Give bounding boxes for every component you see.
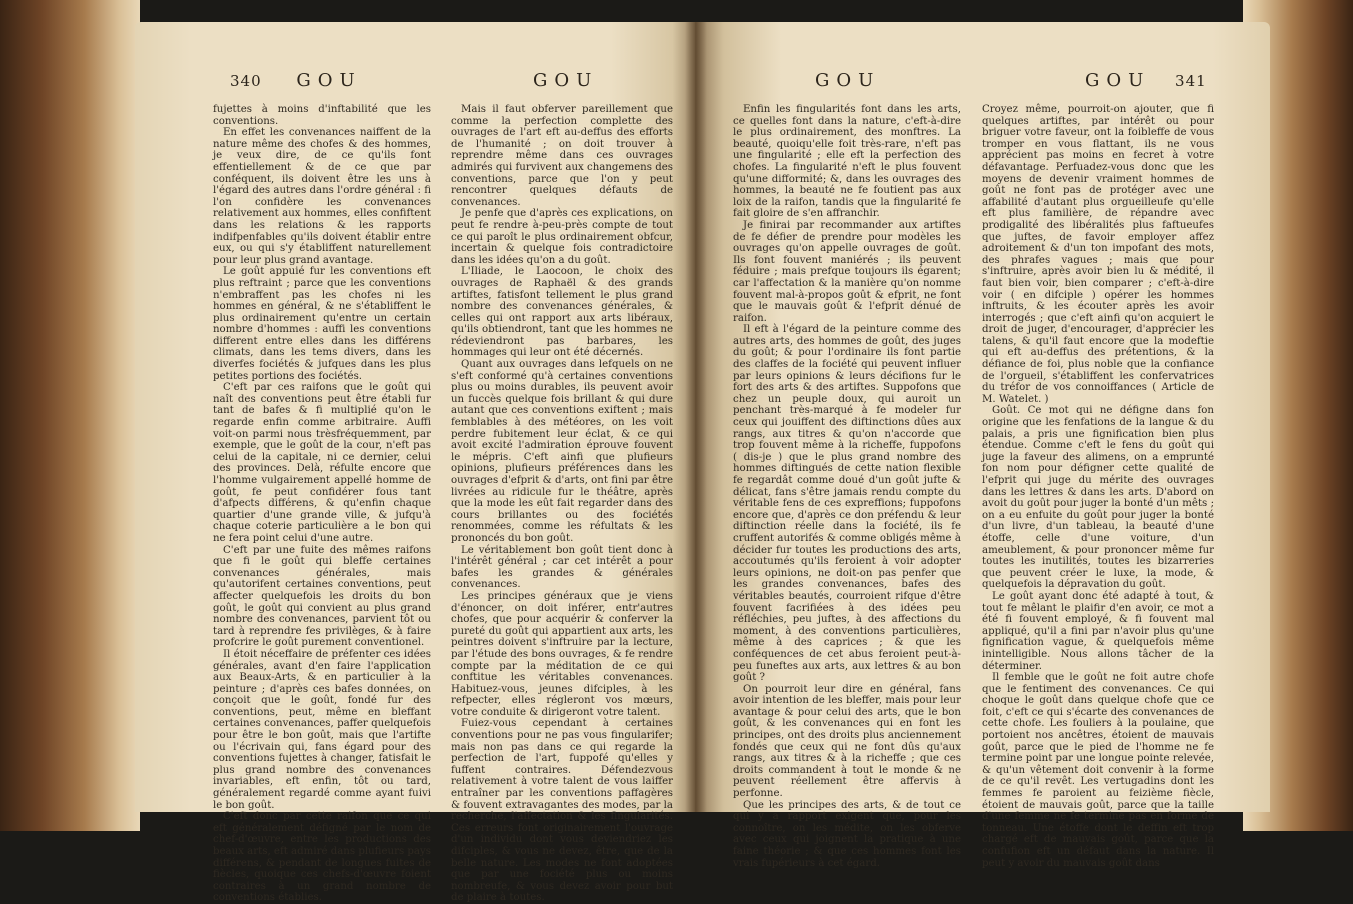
paragraph: Croyez même, pourroit-on ajouter, que fi quelques artiftes, par intérêt ou pour briguer votre faveur, ont la foibleffe de vous tromper en vous flattant, ils ne vous apprécient pas moins en fecret à votre défavantage. Perfuadez-vous donc que les moyens de devenir vraiment hommes de goût ne font pas de protéger avec une affabilité d'autant plus orgueilleufe qu'elle eft plus familière, de répandre avec prodigalité des libéralités plus faftueufes que juftes, de favoir employer affez adroitement & d'un ton impofant des mots, des phrafes vagues ; mais que pour s'inftruire, après avoir bien lu & médité, il faut bien voir, bien comparer ; c'eft-à-dire voir ( en difciple ) opérer les hommes inftruits, & les écouter après les avoir interrogés ; que c'eft ainfi qu'on acquiert le droit de juger, d'encourager, d'apprécier les talens, & qu'il faut encore que la modeftie qui eft au-deffus des prétentions, & la défiance de foi, plus noble que la confiance de l'orgueil, s'établiffent les confervatrices du tréfor de vos connoiffances ( Article de M. Watelet. ) <box>982 104 1214 405</box>
paragraph: Il eft à l'égard de la peinture comme des autres arts, des hommes de goût, des juges du goût; & pour l'ordinaire ils font partie des claffes de la fociété qui peuvent influer par leurs opinions & leurs décifions fur le fort des arts & des artiftes. Suppofons que chez un peuple doux, qui auroit un penchant très-marqué à fe modeler fur ceux qui jouiffent des diftinctions dûes aux rangs, aux titres & qu'on n'accorde que trop fouvent même à la richeffe, fuppofons ( dis-je ) que le plus grand nombre des hommes diftingués de cette nation flexible fe regardât comme doué d'un goût jufte & délicat, fans s'être jamais rendu compte du véritable fens de ces expreffions; fuppofons encore que, d'après ce don préfendu & leur diftinction réelle dans la fociété, ils fe cruffent autorifés & comme obligés même à décider fur toutes les productions des arts, accoutumés qu'ils feroient à voir adopter leurs opinions, ne doit-on pas penfer que les grandes convenances, bafes des véritables beautés, courroient rifque d'être fouvent facrifiées à des idées peu réfléchies, peu juftes, à des affections du moment, à des conventions particulières, même à des caprices ; & que les conféquences de cet abus feroient peut-à-peu funeftes aux arts, aux lettres & au bon goût ? <box>733 324 961 684</box>
page-number: 340 <box>230 72 262 90</box>
paragraph: Il femble que le goût ne foit autre chofe que le fentiment des convenances. Ce qui choque le goût dans quelque chofe que ce foit, c'eft ce qui s'écarte des convenances de cette chofe. Les fouliers à la poulaine, que portoient nos ancêtres, étoient de mauvais goût, parce que le pied de l'homme ne fe termine point par une longue pointe relevée, & qu'un vêtement doit convenir à la forme de ce qu'il revêt. Les vertugadins dont les femmes fe paroient au feizième fiècle, étoient de mauvais goût, parce que la taille d'une femme ne fe termine pas en forme de tonneau. Une étoffe dont le deffin eft trop chargé eft de mauvais goût, parce que la confufion eft un défaut dans la nature. Il peut y avoir du mauvais goût dans <box>982 672 1215 869</box>
text-column <box>213 104 431 904</box>
left-page-header-right <box>533 70 598 96</box>
paragraph: C'eft donc par cette raifon que ce qui eft généralement défigné par le nom de chef-d'œuvre, entre les productions des beaux arts, eft admiré dans plufieurs pays différens, & pendant de longues fuites de fiècles, quoique ces chefs-d'œuvre foient contraires à un grand nombre de conventions établies. <box>213 811 431 904</box>
paragraph: Le véritablement bon goût tient donc à l'intérêt général ; car cet intérêt a pour bafes les grandes & générales convenances. <box>451 544 673 591</box>
running-headword: GOU <box>815 70 881 91</box>
paragraph: Le goût appuié fur les conventions eft plus reftraint ; parce que les conventions n'embraffent pas les chofes ni les hommes en général, & ne s'établiffent le plus ordinairement qu'entre un certain nombre d'hommes : auffi les conventions different entre elles dans les différens climats, dans les tems divers, dans les diverfes fociétés & jufques dans les plus petites portions des fociétés. <box>213 266 431 382</box>
running-headword: GOU <box>296 70 362 91</box>
page-number: 341 <box>1175 72 1207 90</box>
paragraph: Mais il faut obferver pareillement que comme la perfection complette des ouvrages de l'art eft au-deffus des efforts de l'humanité ; on doit trouver à reprendre même dans ces ouvrages admirés qui furvivent aux changemens des conventions, parce que l'on y peut rencontrer quelques défauts de convenances. <box>451 104 673 208</box>
running-headword: GOU <box>1085 70 1151 91</box>
text-column <box>451 104 673 904</box>
paragraph: En effet les convenances naiffent de la nature même des chofes & des hommes, je veux dire, de ce qu'ils font effentiellement & de ce que par conféquent, ils doivent être les uns à l'égard des autres dans l'ordre général : fi l'on confidère les convenances relativement aux hommes, elles confiftent dans les relations & les rapports indifpenfables qu'ils doivent établir entre eux, ou qui s'y établiffent naturellement pour leur plus grand avantage. <box>213 127 431 266</box>
paragraph: Fuiez-vous cependant à certaines conventions pour ne pas vous fingularifer; mais non pas dans ce qui regarde la perfection de l'art, fuppofé qu'elles y fuffent contraires. Défendezvous relativement à votre talent de vous laiffer entraîner par les conventions paffagères & fouvent extravagantes des modes, par la recherche, l'affectation & les fingularités. Ces erreurs font originairement l'ouvrage d'un individu dont vous deviendriez les difciples, & vous ne devez, être, que de la belle nature. Les modes ne font adoptées que par une fociété plus ou moins nombreufe, & vous devez avoir pour but de plaire à toutes. <box>451 718 673 904</box>
paragraph: L'Iliade, le Laocoon, le choix des ouvrages de Raphaël & des grands artiftes, fatisfont tellement le plus grand nombre des convenances générales, & celles qui ont rapport aux arts libéraux, qu'ils obtiendront, tant que les hommes ne rédeviendront pas barbares, les hommages qui leur ont été décernés. <box>451 266 673 359</box>
paragraph: Goût. Ce mot qui ne défigne dans fon origine que les fenfations de la langue & du palais, a pris une fignification bien plus étendue. Comme c'eft le fens du goût qui juge la faveur des alimens, on a emprunté fon nom pour défigner cette qualité de l'efprit qui juge du mérite des ouvrages dans les lettres & dans les arts. D'abord on avoit du goût pour juger la bonté d'un mêts ; on a eu enfuite du goût pour juger la bonté d'un livre, d'un tableau, la beauté d'une étoffe, celle d'une voiture, d'un ameublement, & pour prononcer même fur toutes les inutilités, toutes les bizarreries que peuvent créer le luxe, la mode, & quelquefois la dépravation du goût. <box>982 405 1214 591</box>
right-page-header-left <box>815 70 880 96</box>
paragraph: fujettes à moins d'inftabilité que les conventions. <box>213 104 431 127</box>
right-page-header-right <box>1085 70 1207 96</box>
paragraph: Je penfe que d'après ces explications, on peut fe rendre à-peu-près compte de tout ce qui paroît le plus ordinairement obfcur, incertain & quelque fois contradictoire dans les idées qu'on a du goût. <box>451 208 673 266</box>
paragraph: C'eft par une fuite des mêmes raifons que fi le goût qui bleffe certaines convenances générales, mais qu'autorifent certaines conventions, peut affecter quelquefois les droits du bon goût, le goût qui convient au plus grand nombre des convenances, parvient tôt ou tard à reprendre fes privilèges, & à faire profcrire le goût purement conventionel. <box>213 544 431 649</box>
text-column <box>982 104 1215 869</box>
left-page-block-edge <box>0 0 140 831</box>
paragraph: On pourroit leur dire en général, fans avoir intention de les bleffer, mais pour leur avantage & pour celui des arts, que le bon goût, & les convenances qui en font les principes, ont des droits plus anciennement fondés que ceux qui ne font dûs qu'aux rangs, aux titres & à la richeffe ; que ces droits commandent à tout le monde & ne peuvent réellement être affervis à perfonne. <box>733 683 961 800</box>
paragraph: Que les principes des arts, & de tout ce qui y a rapport exigent que, pour les connoître, on les médite, on les obferve avec ceux qui joignent la pratique à une faine théorie ; & que ces hommes font les vrais fupérieurs à cet égard. <box>733 799 961 869</box>
paragraph: Je finirai par recommander aux artiftes de fe défier de prendre pour modèles les ouvrages qu'on appelle ouvrages de goût. Ils font fouvent maniérés ; ils peuvent féduire ; mais prefque toujours ils égarent; car l'affectation & la manière qu'on nomme fouvent mal-à-propos goût & efprit, ne font que le mauvais goût & l'efprit dénué de raifon. <box>733 219 961 324</box>
paragraph: C'eft par ces raifons que le goût qui naît des conventions peut être établi fur tant de bafes & fi multiplié qu'on le regarde enfin comme arbitraire. Auffi voit-on parmi nous trèsfréquemment, par exemple, que le goût de la cour, n'eft pas celui de la capitale, ni ce dernier, celui des provinces. Delà, réfulte encore que l'homme vulgairement appellé homme de goût, fe peut confidérer fous tant d'afpects différens, & qu'enfin chaque quartier d'une grande ville, & jufqu'à chaque coterie particulière a le bon qui ne fera point celui d'une autre. <box>213 382 431 544</box>
book-gutter <box>685 22 707 812</box>
left-page <box>135 22 695 904</box>
left-page-header-left <box>230 70 362 96</box>
paragraph: Enfin les fingularités font dans les arts, ce quelles font dans la nature, c'eft-à-dire le plus ordinairement, des monftres. La beauté, quoiqu'elle foit très-rare, n'eft pas une fingularité ; elle eft la perfection des chofes. La fingularité n'eft le plus fouvent qu'une difformité; &, dans les ouvrages des hommes, la beauté ne fe foutient pas aux loix de la raifon, tandis que la fingularité fe fait gloire de s'en affranchir. <box>733 104 961 220</box>
paragraph: Les principes généraux que je viens d'énoncer, on doit inférer, entr'autres chofes, que pour acquérir & conferver la pureté du goût qui appartient aux arts, les peintres doivent s'inftruire par la lecture, par l'étude des bons ouvrages, & fe rendre compte par la méditation de ce qui conftitue les véritables convenances. Habituez-vous, jeunes difciples, à les refpecter, elles régleront vos mœurs, votre conduite & dirigeront votre talent. <box>451 590 673 718</box>
paragraph: Le goût ayant donc été adapté à tout, & tout fe mêlant le plaifir d'en avoir, ce mot a été fi fouvent employé, & fi fouvent mal appliqué, qu'il a fini par n'avoir plus qu'une fignification vague, & quelquefois même inintelligible. Nous allons tâcher de la déterminer. <box>982 590 1214 672</box>
paragraph: Il étoit néceffaire de préfenter ces idées générales, avant d'en faire l'application aux Beaux-Arts, & en particulier à la peinture ; d'après ces bafes données, on conçoit que le goût, fondé fur des conventions, peut, même en bleffant certaines convenances, paffer quelquefois pour être le bon goût, mais que l'artifte ou l'écrivain qui, fans égard pour des conventions fujettes à changer, fatisfait le plus grand nombre des convenances invariables, eft enfin, tôt ou tard, généralement regardé comme ayant fuivi le bon goût. <box>213 648 431 811</box>
paragraph: Quant aux ouvrages dans lefquels on ne s'eft conformé qu'à certaines conventions plus ou moins durables, ils peuvent avoir un fuccès quelque fois brillant & qui dure autant que ces conventions exiftent ; mais femblables à des météores, on les voit perdre fubitement leur éclat, & ce qui avoit excité l'admiration éprouve fouvent le mépris. C'eft ainfi que plufieurs opinions, plufieurs préférences dans les ouvrages d'efprit & d'arts, ont fini par être livrées au ridicule fur le théâtre, après que la mode les eût fait regarder dans des cours brillantes ou des fociétés renommées, comme les réfultats & les prononcés du bon goût. <box>451 359 673 544</box>
right-page <box>695 22 1270 869</box>
text-column <box>733 104 961 869</box>
running-headword: GOU <box>533 70 599 91</box>
